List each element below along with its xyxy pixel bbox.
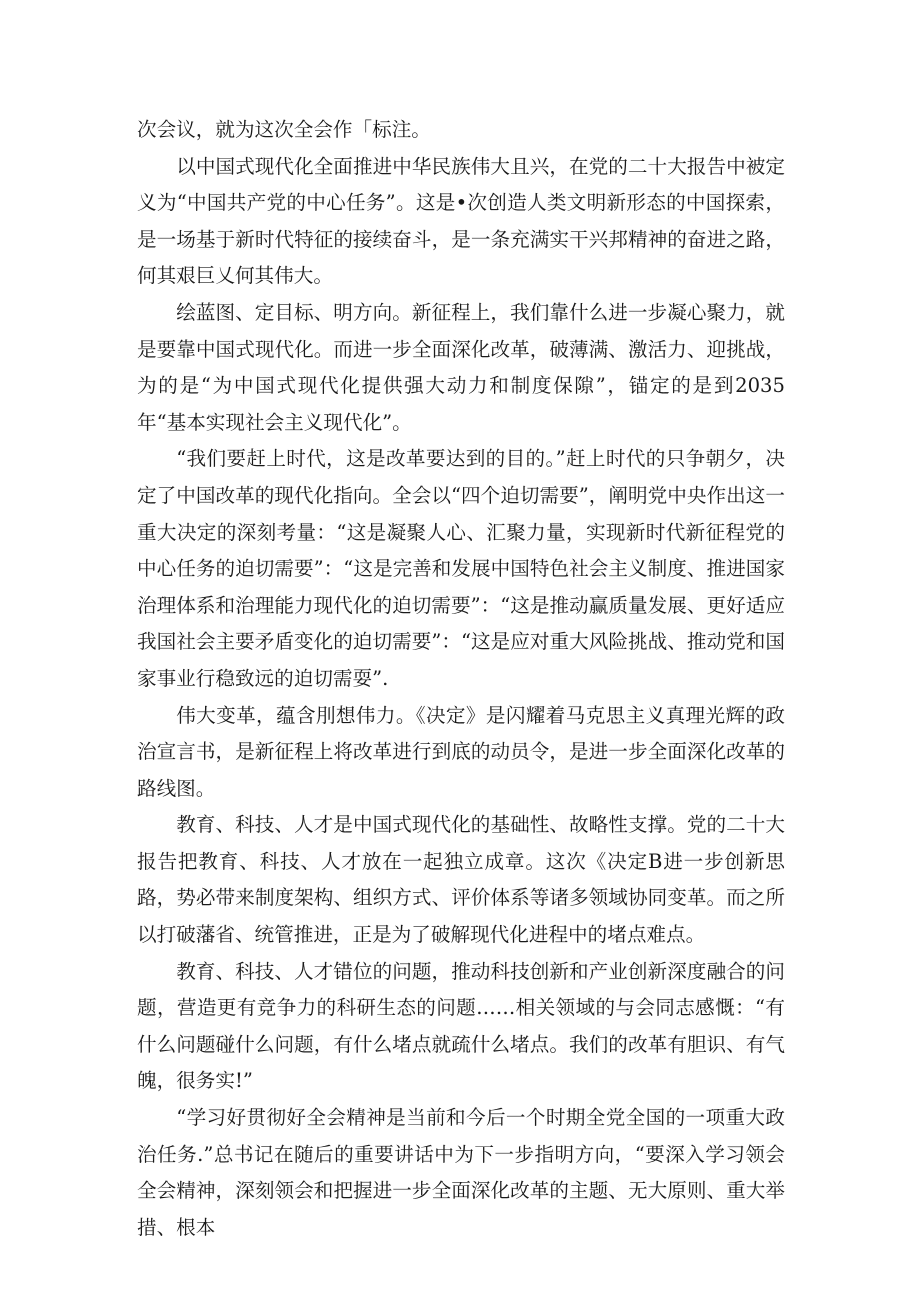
paragraph-7: 教育、科技、人才错位的问题，推动科技创新和产业创新深度融合的问题，营造更有竞争力的科研生态的问题……相关领域的与会同志感慨：“有什么问题碰什么问题，有什么堵点就疏什么堵点。我们的改革有胆识、有气魄，很务实!”	[137, 959, 785, 1093]
paragraph-2: 以中国式现代化全面推进中华民族伟大且兴，在党的二十大报告中被定义为“中国共产党的中心任务”。这是•次创造人类文明新形态的中国探索，是一场基于新时代特征的接续奋斗，是一条充满实干兴邦精神的奋进之路，何其艰巨乂何其伟大。	[137, 154, 785, 288]
paragraph-4: “我们要赶上时代，这是改革要达到的目的。”赶上时代的只争朝夕，决定了中国改革的现代化指向。全会以“四个迫切需要”，阐明党中央作出这一重大决定的深刻考量：“这是凝聚人心、汇聚力量，实现新时代新征程党的中心任务的迫切需要”：“这是完善和发展中国特色社会主义制度、推进国家治理体系和治理能力现代化的迫切需要”：“这是推动赢质量发展、更好适应我国社会主要矛盾变化的迫切需要”：“这是应对重大风险挑战、推动党和国家事业行稳致远的迫切需耍”.	[137, 447, 785, 690]
document-page	[137, 112, 785, 1246]
paragraph-5: 伟大变革，蕴含刖想伟力。《决定》是闪耀着马克思主义真理光辉的政治宣言书，是新征程上将改革进行到底的动员令，是进一步全面深化改革的路线图。	[137, 703, 785, 800]
paragraph-3: 绘蓝图、定目标、明方向。新征程上，我们靠什么进一步凝心聚力，就是要靠中国式现代化。而进一步全面深化改革，破薄满、激活力、迎挑战，为的是“为中国式现代化提供强大动力和制度保隙”，锚定的是到2035年“基本实现社会主义现代化”。	[137, 300, 785, 434]
paragraph-6: 教育、科技、人才是中国式现代化的基础性、故略性支撑。党的二十大报告把教育、科技、人才放在一起独立成章。这次《决定B进一步创新思路，势必带来制度架构、组织方式、评价体系等诸多领域协同变革。而之所以打破藩省、统管推进，正是为了破解现代化进程中的堵点难点。	[137, 813, 785, 947]
paragraph-1: 次会议，就为这次全会作「标注。	[137, 118, 431, 141]
paragraph-8: “学习好贯彻好全会精神是当前和今后一个时期全党全国的一项重大政治任务.”总书记在随后的重要讲话中为下一步指明方向，“要深入学习领会全会精神，深刻领会和把握进一步全面深化改革的主题、无大原则、重大举措、根本	[137, 1106, 785, 1239]
